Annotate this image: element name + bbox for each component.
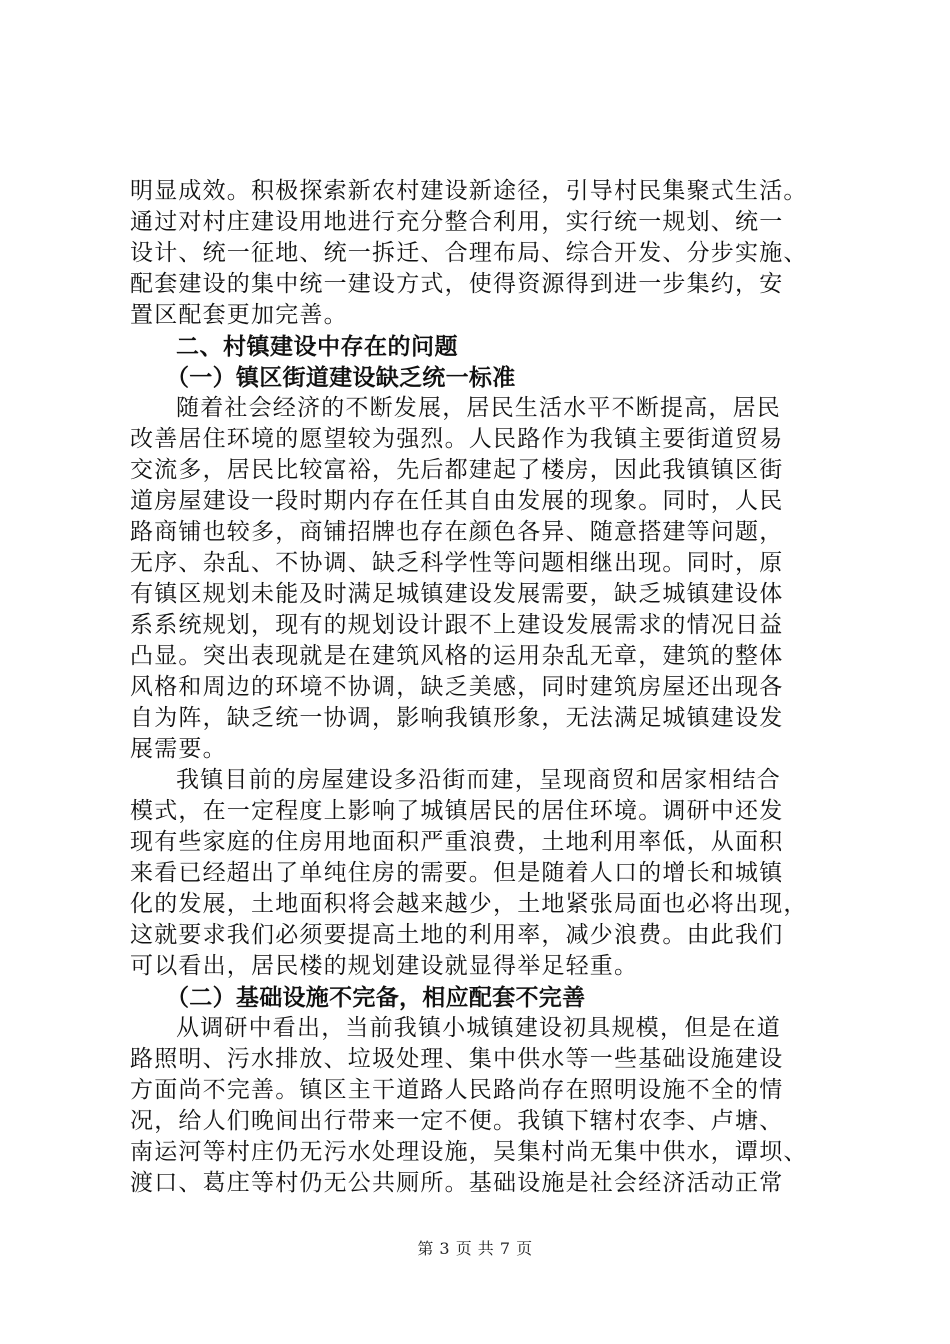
body-text-line: 方面尚不完善。镇区主干道路人民路尚存在照明设施不全的情 (130, 1077, 784, 1103)
body-text-line: 设计、统一征地、统一拆迁、合理布局、综合开发、分步实施、 (130, 240, 808, 266)
body-text-line: 有镇区规划未能及时满足城镇建设发展需要，缺乏城镇建设体 (130, 581, 784, 607)
page-footer: 第 3 页 共 7 页 (417, 1239, 533, 1258)
body-text-line: 现有些家庭的住房用地面积严重浪费，土地利用率低，从面积 (130, 829, 784, 855)
subsection-heading: （二）基础设施不完备，相应配套不完善 (166, 984, 586, 1011)
body-text-line: 自为阵，缺乏统一协调，影响我镇形象，无法满足城镇建设发 (130, 705, 784, 731)
body-text-line: 路商铺也较多，商铺招牌也存在颜色各异、随意搭建等问题， (130, 519, 784, 545)
body-text-line: 道房屋建设一段时期内存在任其自由发展的现象。同时，人民 (130, 488, 784, 514)
body-text-line: 路照明、污水排放、垃圾处理、集中供水等一些基础设施建设 (130, 1046, 784, 1072)
body-text-line: 通过对村庄建设用地进行充分整合利用，实行统一规划、统一 (130, 209, 784, 235)
body-text-line: 配套建设的集中统一建设方式，使得资源得到进一步集约，安 (130, 271, 784, 297)
body-text-line: 展需要。 (130, 736, 227, 762)
body-text-line: 况，给人们晚间出行带来一定不便。我镇下辖村农李、卢塘、 (130, 1108, 784, 1134)
body-text-line: 化的发展，土地面积将会越来越少，土地紧张局面也必将出现， (130, 891, 808, 917)
body-text-line: 明显成效。积极探索新农村建设新途径，引导村民集聚式生活。 (130, 178, 808, 204)
body-text-line: 无序、杂乱、不协调、缺乏科学性等问题相继出现。同时，原 (130, 550, 784, 576)
subsection-heading: （一）镇区街道建设缺乏统一标准 (166, 364, 516, 391)
body-text-line: 风格和周边的环境不协调，缺乏美感，同时建筑房屋还出现各 (130, 674, 784, 700)
body-text-line: 南运河等村庄仍无污水处理设施，吴集村尚无集中供水，谭坝、 (130, 1139, 808, 1165)
section-heading: 二、村镇建设中存在的问题 (176, 333, 458, 360)
body-text-line: 模式，在一定程度上影响了城镇居民的居住环境。调研中还发 (130, 798, 784, 824)
body-text-line: 来看已经超出了单纯住房的需要。但是随着人口的增长和城镇 (130, 860, 784, 886)
paragraph-first-line: 从调研中看出，当前我镇小城镇建设初具规模，但是在道 (176, 1015, 781, 1041)
body-text-line: 置区配套更加完善。 (130, 302, 348, 328)
paragraph-first-line: 我镇目前的房屋建设多沿街而建，呈现商贸和居家相结合 (176, 767, 781, 793)
body-text-line: 改善居住环境的愿望较为强烈。人民路作为我镇主要街道贸易 (130, 426, 784, 452)
body-text-line: 这就要求我们必须要提高土地的利用率，减少浪费。由此我们 (130, 922, 784, 948)
body-text-line: 可以看出，居民楼的规划建设就显得举足轻重。 (130, 953, 639, 979)
document-body (130, 176, 825, 1199)
body-text-line: 凸显。突出表现就是在建筑风格的运用杂乱无章，建筑的整体 (130, 643, 784, 669)
paragraph-first-line: 随着社会经济的不断发展，居民生活水平不断提高，居民 (176, 395, 781, 421)
body-text-line: 渡口、葛庄等村仍无公共厕所。基础设施是社会经济活动正常 (130, 1170, 784, 1196)
body-text-line: 交流多，居民比较富裕，先后都建起了楼房，因此我镇镇区街 (130, 457, 784, 483)
body-text-line: 系系统规划，现有的规划设计跟不上建设发展需求的情况日益 (130, 612, 784, 638)
